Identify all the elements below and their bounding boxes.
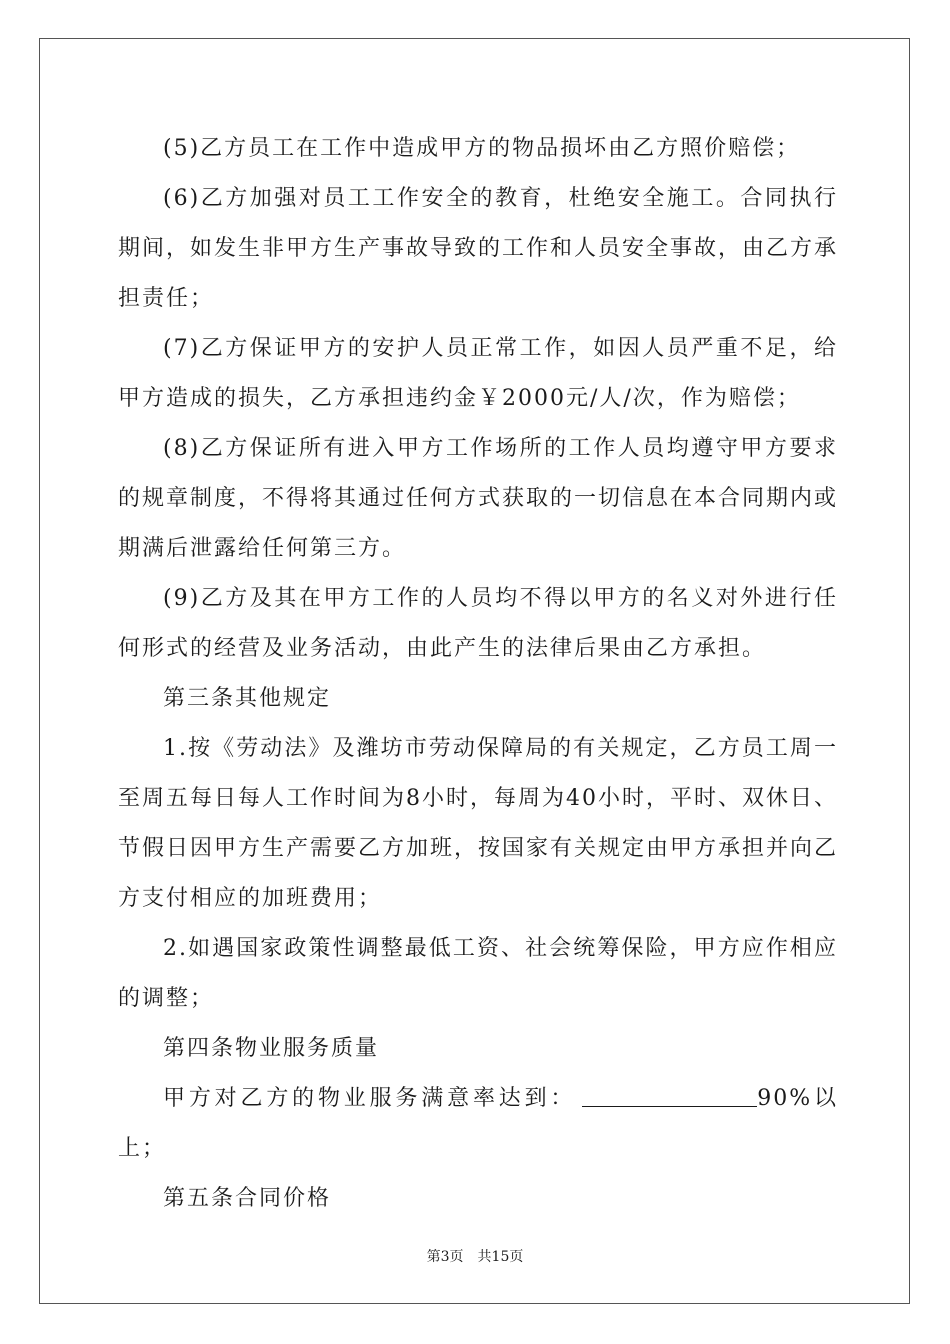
clause-9: (9)乙方及其在甲方工作的人员均不得以甲方的名义对外进行任何形式的经营及业务活动，由此产生的法律后果由乙方承担。 — [118, 586, 838, 661]
satisfaction-line — [118, 1074, 838, 1174]
satisfaction-blank — [582, 1086, 757, 1107]
document-body — [118, 124, 838, 1224]
page-number: 第3页 — [426, 1249, 464, 1265]
clause-5: (5)乙方员工在工作中造成甲方的物品损坏由乙方照价赔偿； — [163, 136, 801, 161]
page-total: 共15页 — [477, 1249, 524, 1265]
article-4-heading: 第四条物业服务质量 — [163, 1036, 380, 1061]
article-3-item-1: 1.按《劳动法》及潍坊市劳动保障局的有关规定，乙方员工周一至周五每日每人工作时间为8小时，每周为40小时，平时、双休日、节假日因甲方生产需要乙方加班，按国家有关规定由甲方承担并向乙方支付相应的加班费用； — [118, 736, 839, 911]
clause-8: (8)乙方保证所有进入甲方工作场所的工作人员均遵守甲方要求的规章制度，不得将其通过任何方式获取的一切信息在本合同期内或期满后泄露给任何第三方。 — [118, 436, 839, 561]
article-3-item-2: 2.如遇国家政策性调整最低工资、社会统筹保险，甲方应作相应的调整； — [118, 936, 838, 1011]
satisfaction-suffix: 90%以上； — [118, 1086, 838, 1161]
page-footer — [0, 1246, 950, 1266]
satisfaction-prefix: 甲方对乙方的物业服务满意率达到： — [163, 1086, 577, 1111]
article-5-heading: 第五条合同价格 — [163, 1186, 332, 1211]
clause-6: (6)乙方加强对员工工作安全的教育，杜绝安全施工。合同执行期间，如发生非甲方生产事故导致的工作和人员安全事故，由乙方承担责任； — [118, 186, 839, 311]
clause-7: (7)乙方保证甲方的安护人员正常工作，如因人员严重不足，给甲方造成的损失，乙方承担违约金￥2000元/人/次，作为赔偿； — [118, 336, 838, 411]
article-3-heading: 第三条其他规定 — [163, 686, 332, 711]
